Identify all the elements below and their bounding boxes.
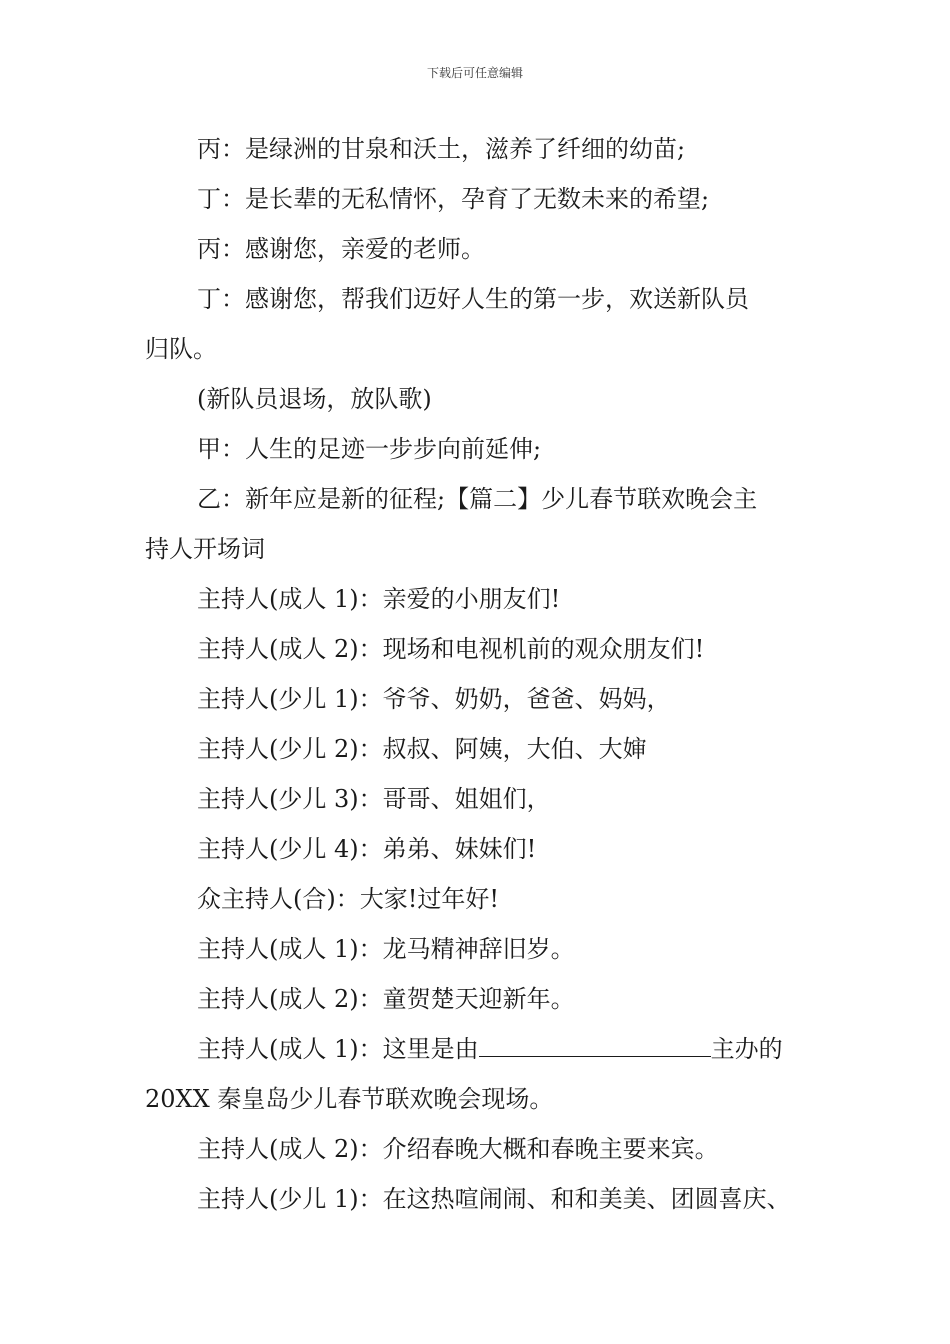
paragraph-line: 乙：新年应是新的征程;【篇二】少儿春节联欢晚会主 [197, 485, 758, 513]
paragraph-line: 持人开场词 [145, 535, 265, 563]
paragraph-line: 归队。 [145, 335, 217, 363]
paragraph-line: 主持人(少儿 2)：叔叔、阿姨，大伯、大婶 [197, 735, 647, 763]
paragraph-line: 丁：是长辈的无私情怀，孕育了无数未来的希望; [197, 185, 710, 213]
paragraph-line: 主持人(成人 1)：龙马精神辞旧岁。 [197, 935, 575, 963]
paragraph-line: 主持人(成人 2)：介绍春晚大概和春晚主要来宾。 [197, 1135, 719, 1163]
paragraph-line: 主持人(少儿 3)：哥哥、姐姐们， [197, 785, 551, 813]
paragraph-line: 主持人(成人 2)：现场和电视机前的观众朋友们! [197, 635, 705, 663]
paragraph-line: 主持人(少儿 1)：在这热喧闹闹、和和美美、团圆喜庆、 [197, 1185, 791, 1213]
paragraph-line: 主持人(少儿 4)：弟弟、妹妹们! [197, 835, 537, 863]
paragraph-line: 甲：人生的足迹一步步向前延伸; [197, 435, 542, 463]
paragraph-line: 丁：感谢您，帮我们迈好人生的第一步，欢送新队员 [197, 285, 749, 313]
page-header: 下载后可任意编辑 [426, 66, 523, 80]
fill-in-blank [479, 1034, 711, 1057]
line-text-after-blank: 主办的 [710, 1035, 783, 1063]
paragraph-line: 众主持人(合)：大家!过年好! [197, 885, 500, 913]
paragraph-line: 20XX 秦皇岛少儿春节联欢晚会现场。 [145, 1085, 554, 1113]
paragraph-line: (新队员退场，放队歌) [197, 385, 432, 413]
paragraph-line: 主持人(少儿 1)：爷爷、奶奶，爸爸、妈妈， [197, 685, 671, 713]
paragraph-line: 丙：是绿洲的甘泉和沃土，滋养了纤细的幼苗; [197, 135, 686, 163]
document-body [145, 124, 825, 1224]
paragraph-line: 丙：感谢您，亲爱的老师。 [197, 235, 485, 263]
paragraph-line: 主持人(成人 2)：童贺楚天迎新年。 [197, 985, 575, 1013]
paragraph-line: 主持人(成人 1)：亲爱的小朋友们! [197, 585, 561, 613]
paragraph-line-with-blank [145, 1024, 825, 1074]
line-text-before-blank: 主持人(成人 1)：这里是由 [197, 1035, 479, 1063]
